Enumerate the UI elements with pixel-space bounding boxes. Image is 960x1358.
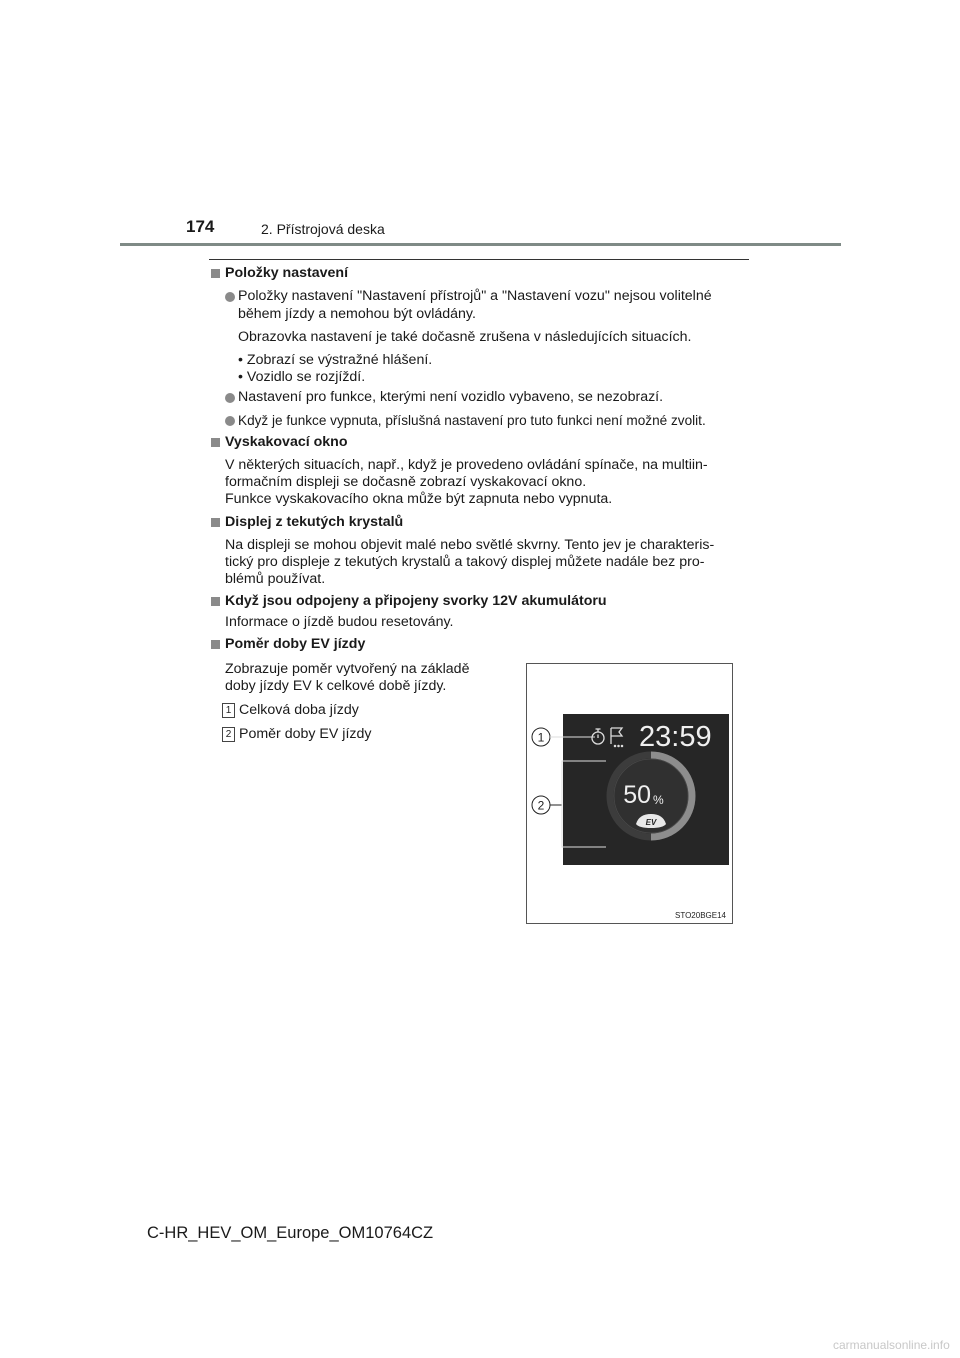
- heading-battery: Když jsou odpojeny a připojeny svorky 12V akumulátoru: [225, 593, 607, 609]
- paragraph: Informace o jízdě budou resetovány.: [225, 614, 454, 630]
- watermark: carmanualsonline.info: [833, 1338, 950, 1352]
- section-marker: [211, 597, 220, 606]
- page-number: 174: [186, 217, 215, 236]
- callout-number: 1: [222, 703, 235, 718]
- bullet: [225, 292, 235, 302]
- paragraph: Funkce vyskakovacího okna může být zapnuta nebo vypnuta.: [225, 491, 613, 507]
- ev-ratio-unit: %: [653, 793, 664, 807]
- bullet: [225, 416, 235, 426]
- paragraph: Na displeji se mohou objevit malé nebo světlé skvrny. Tento jev je charakteris-: [225, 537, 715, 553]
- section-marker: [211, 640, 220, 649]
- heading-settings-items: Položky nastavení: [225, 265, 349, 281]
- list-item: Poměr doby EV jízdy: [239, 726, 372, 742]
- ev-ratio-figure: [526, 663, 733, 924]
- section-marker: [211, 438, 220, 447]
- sub-item: • Vozidlo se rozjíždí.: [238, 369, 366, 385]
- paragraph: Obrazovka nastavení je také dočasně zrušena v následujících situacích.: [238, 329, 692, 345]
- paragraph: Nastavení pro funkce, kterými není vozidlo vybaveno, se nezobrazí.: [238, 389, 664, 405]
- paragraph: během jízdy a nemohou být ovládány.: [238, 306, 476, 322]
- list-item: Celková doba jízdy: [239, 702, 359, 718]
- paragraph: tický pro displeje z tekutých krystalů a takový displej můžete nadále bez pro-: [225, 554, 705, 570]
- section-title: 2. Přístrojová deska: [261, 221, 385, 237]
- callout-1-label: 1: [537, 730, 545, 745]
- section-marker: [211, 269, 220, 278]
- callout-number: 2: [222, 727, 235, 742]
- heading-ev-ratio: Poměr doby EV jízdy: [225, 636, 366, 652]
- paragraph: Když je funkce vypnuta, příslušná nastavení pro tuto funkci není možné zvolit.: [238, 413, 706, 428]
- heading-popup-window: Vyskakovací okno: [225, 434, 348, 450]
- bullet: [225, 393, 235, 403]
- paragraph: blémů používat.: [225, 571, 326, 587]
- section-marker: [211, 518, 220, 527]
- ev-badge-label: EV: [645, 818, 657, 827]
- content-rule: [209, 259, 749, 260]
- paragraph: formačním displeji se dočasně zobrazí vyskakovací okno.: [225, 474, 587, 490]
- header-rule: [120, 243, 841, 246]
- paragraph: Zobrazuje poměr vytvořený na základě: [225, 661, 470, 677]
- total-time-value: 23:59: [639, 721, 712, 753]
- callout-2-label: 2: [537, 798, 545, 813]
- paragraph: doby jízdy EV k celkové době jízdy.: [225, 678, 447, 694]
- heading-lcd: Displej z tekutých krystalů: [225, 514, 404, 530]
- document-id: C-HR_HEV_OM_Europe_OM10764CZ: [147, 1224, 434, 1242]
- paragraph: V některých situacích, např., když je provedeno ovládání spínače, na multiin-: [225, 457, 708, 473]
- paragraph: Položky nastavení "Nastavení přístrojů" a "Nastavení vozu" nejsou volitelné: [238, 288, 712, 304]
- ev-ratio-value: 50: [623, 781, 651, 809]
- sub-item: • Zobrazí se výstražné hlášení.: [238, 352, 433, 368]
- figure-code: STO20BGE14: [675, 911, 726, 920]
